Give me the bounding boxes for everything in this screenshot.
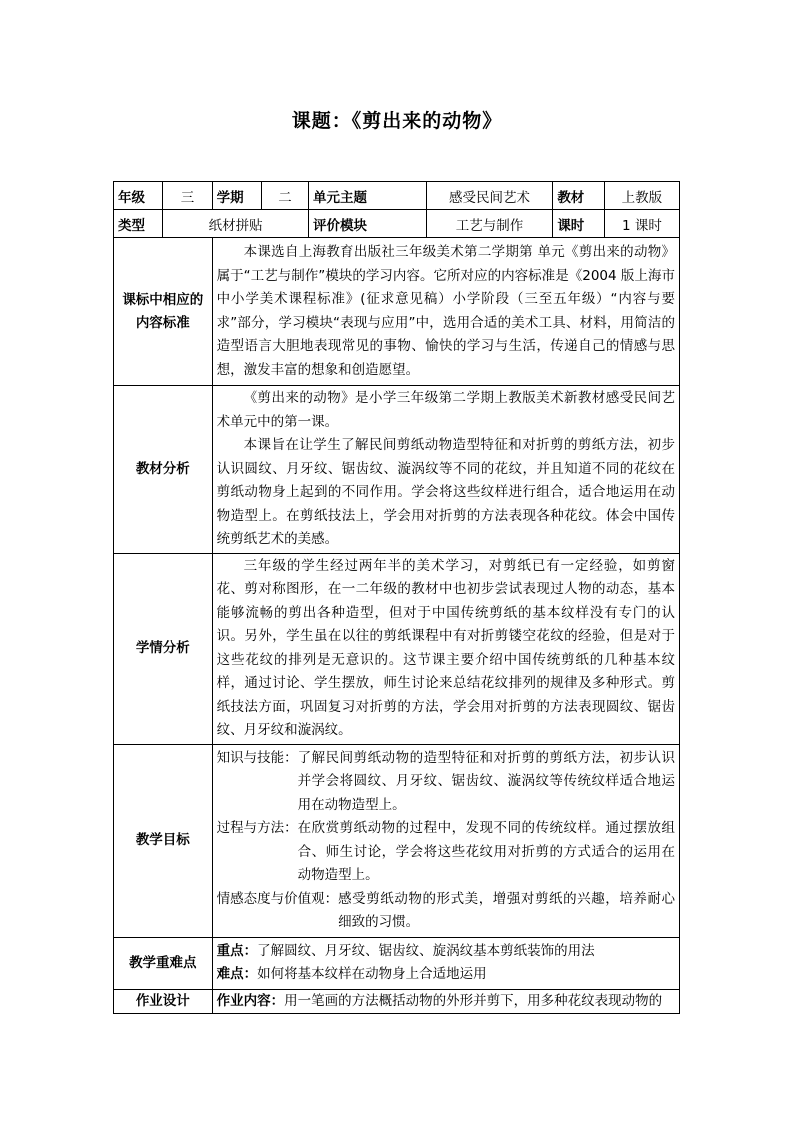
- students-row: [114, 553, 680, 744]
- standard-label: 课标中相应的内容标准: [114, 238, 213, 386]
- header-row-1: [114, 182, 680, 210]
- grade-label: 年级: [114, 182, 163, 210]
- goals-content: [212, 744, 679, 937]
- type-value: 纸材拼贴: [163, 210, 309, 238]
- goal-attitude-text: 感受剪纸动物的形式美，增强对剪纸的兴趣，培养耐心细致的习惯。: [338, 890, 675, 930]
- goal-process: [217, 817, 675, 888]
- standard-text: 本课选自上海教育出版社三年级美术第二学期第 单元《剪出来的动物》属于“工艺与制作”模块的学习内容。它所对应的内容标准是《2004 版上海市中小学美术课程标准》(征求意见稿）小学阶段（三至五年级）“内容与要求”部分，学习模块“表现与应用”中，选用合适的美术工具、材料，用简洁的造型语言大胆地表现常见的事物、愉快的学习与生活，传递自己的情感与思想，激发丰富的想象和创造愿望。: [216, 244, 675, 378]
- standard-content: [212, 238, 679, 386]
- keypoints-row: [114, 937, 680, 989]
- term-value: 二: [261, 182, 308, 210]
- page-title: 课题：《剪出来的动物》: [291, 110, 503, 132]
- goals-label: 教学目标: [114, 744, 213, 937]
- keypoints-content: [212, 937, 679, 989]
- keypoint-important-label: 重点：: [216, 942, 258, 959]
- textbook-value: 上教版: [604, 182, 679, 210]
- material-label: 教材分析: [114, 386, 213, 554]
- homework-label: 作业设计: [114, 989, 213, 1013]
- homework-content-label: 作业内容：: [216, 993, 285, 1009]
- material-content: [212, 386, 679, 554]
- goal-process-key: 过程与方法：: [216, 820, 298, 836]
- unit-value: 感受民间艺术: [426, 182, 553, 210]
- material-row: [114, 386, 680, 554]
- goals-row: [114, 744, 680, 937]
- students-content: [212, 553, 679, 744]
- material-paragraph-2: 本课旨在让学生了解民间剪纸动物造型特征和对折剪的剪纸方法，初步认识圆纹、月牙纹、锯齿纹、漩涡纹等不同的花纹，并且知道不同的花纹在剪纸动物身上起到的不同作用。学会将这些纹样进行组合，适合地运用在动物造型上。在剪纸技法上，学会用对折剪的方法表现各种花纹。体会中国传统剪纸艺术的美感。: [216, 437, 675, 547]
- keypoint-difficult-label: 难点：: [216, 966, 258, 982]
- term-label: 学期: [212, 182, 261, 210]
- module-label: 评价模块: [309, 210, 427, 238]
- homework-row: [114, 989, 680, 1013]
- homework-content: [212, 989, 679, 1013]
- keypoints-label: 教学重难点: [114, 937, 213, 989]
- goal-attitude: [217, 888, 675, 935]
- standard-row: [114, 238, 680, 386]
- keypoint-difficult: [217, 963, 675, 987]
- students-text: 三年级的学生经过两年半的美术学习，对剪纸已有一定经验，如剪窗花、剪对称图形，在一二年级的教材中也初步尝试表现过人物的动态，基本能够流畅的剪出各种造型，但对于中国传统剪纸的基本纹样没有专门的认识。另外，学生虽在以往的剪纸课程中有对折剪镂空花纹的经验，但是对于这些花纹的排列是无意识的。这节课主要介绍中国传统剪纸的几种基本纹样，通过讨论、学生摆放，师生讨论来总结花纹排列的规律及多种形式。剪纸技法方面，巩固复习对折剪的方法，学会用对折剪的方法表现圆纹、锯齿纹、月牙纹和漩涡纹。: [216, 557, 675, 738]
- homework-content-text: 用一笔画的方法概括动物的外形并剪下，用多种花纹表现动物的: [284, 993, 663, 1009]
- textbook-label: 教材: [553, 182, 605, 210]
- keypoint-important: [217, 940, 675, 964]
- type-label: 类型: [114, 210, 163, 238]
- keypoint-important-text: 了解圆纹、月牙纹、锯齿纹、旋涡纹基本剪纸装饰的用法: [257, 942, 595, 959]
- goal-attitude-key: 情感态度与价值观：: [216, 890, 339, 907]
- goal-knowledge-text: 了解民间剪纸动物的造型特征和对折剪的剪纸方法，初步认识并学会将圆纹、月牙纹、锯齿纹、漩涡纹等传统纹样适合地运用在动物造型上。: [297, 749, 675, 813]
- lesson-plan-table: [113, 181, 680, 1014]
- students-label: 学情分析: [114, 553, 213, 744]
- keypoint-difficult-text: 如何将基本纹样在动物身上合适地运用: [257, 966, 487, 982]
- unit-label: 单元主题: [309, 182, 427, 210]
- module-value: 工艺与制作: [426, 210, 553, 238]
- goal-process-text: 在欣赏剪纸动物的过程中，发现不同的传统纹样。通过摆放组合、师生讨论，学会将这些花纹用对折剪的方式适合的运用在动物造型上。: [297, 820, 675, 883]
- hours-value: 1 课时: [604, 210, 679, 238]
- goal-knowledge: [217, 747, 675, 818]
- material-paragraph-1: 《剪出来的动物》是小学三年级第二学期上教版美术新教材感受民间艺术单元中的第一课。: [216, 390, 675, 430]
- hours-label: 课时: [553, 210, 605, 238]
- goal-knowledge-key: 知识与技能：: [216, 749, 298, 766]
- header-row-2: [114, 210, 680, 238]
- grade-value: 三: [163, 182, 212, 210]
